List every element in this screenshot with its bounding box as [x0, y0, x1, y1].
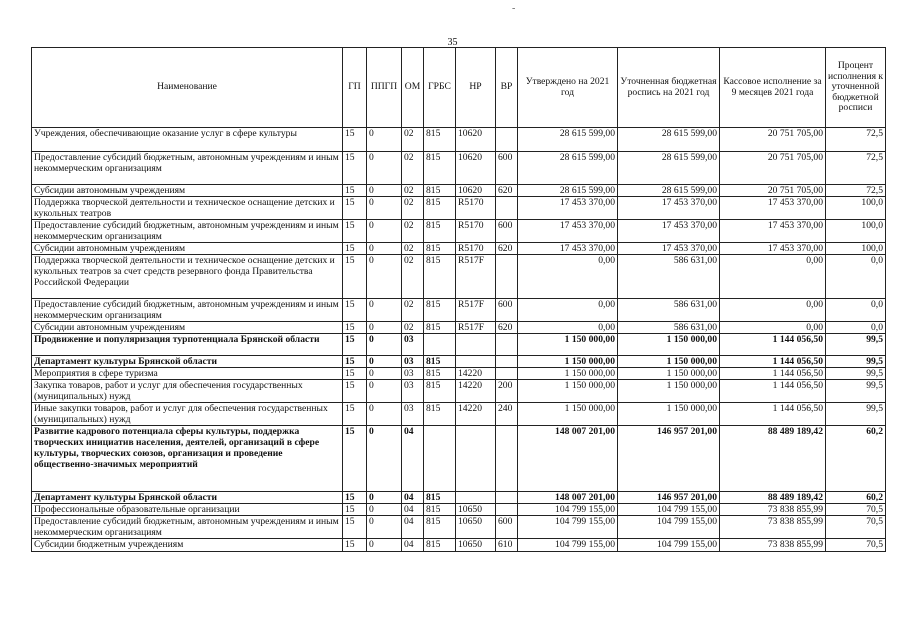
cell-approved: 1 150 000,00 — [518, 368, 618, 380]
cell-np: R5170 — [456, 197, 496, 220]
cell-gp: 15 — [343, 403, 367, 426]
table-row — [32, 356, 886, 368]
cell-percent: 0,0 — [826, 255, 886, 299]
cell-ppgp: 0 — [367, 243, 402, 255]
table-row — [32, 220, 886, 243]
cell-gp: 15 — [343, 197, 367, 220]
cell-percent: 60,2 — [826, 426, 886, 492]
cell-name: Субсидии бюджетным учреждениям — [32, 539, 343, 552]
page-number: 35 — [447, 37, 458, 48]
cell-name: Предоставление субсидий бюджетным, автономным учреждениям и иным некоммерческим организациям — [32, 152, 343, 185]
table-row — [32, 299, 886, 322]
cell-gp: 15 — [343, 128, 367, 152]
cell-name: Субсидии автономным учреждениям — [32, 185, 343, 197]
cell-cash: 88 489 189,42 — [720, 426, 826, 492]
cell-grbs: 815 — [424, 185, 456, 197]
cell-gp: 15 — [343, 322, 367, 334]
cell-percent: 72,5 — [826, 128, 886, 152]
cell-name: Иные закупки товаров, работ и услуг для обеспечения государственных (муниципальных) нужд — [32, 403, 343, 426]
cell-om: 02 — [402, 197, 424, 220]
cell-vr — [496, 368, 518, 380]
cell-cash: 0,00 — [720, 299, 826, 322]
cell-om: 04 — [402, 492, 424, 504]
table-row — [32, 243, 886, 255]
cell-grbs: 815 — [424, 504, 456, 516]
cell-percent: 100,0 — [826, 220, 886, 243]
header-om: ОМ — [402, 48, 424, 128]
cell-om: 02 — [402, 128, 424, 152]
cell-om: 03 — [402, 356, 424, 368]
cell-refined: 586 631,00 — [618, 322, 720, 334]
cell-percent: 72,5 — [826, 185, 886, 197]
table-row — [32, 334, 886, 356]
table-row — [32, 197, 886, 220]
cell-cash: 73 838 855,99 — [720, 516, 826, 539]
cell-np: R5170 — [456, 243, 496, 255]
cell-percent: 100,0 — [826, 197, 886, 220]
cell-gp: 15 — [343, 492, 367, 504]
cell-approved: 0,00 — [518, 255, 618, 299]
cell-grbs: 815 — [424, 197, 456, 220]
cell-percent: 99,5 — [826, 334, 886, 356]
cell-grbs: 815 — [424, 492, 456, 504]
cell-refined: 17 453 370,00 — [618, 197, 720, 220]
cell-om: 03 — [402, 368, 424, 380]
cell-approved: 1 150 000,00 — [518, 356, 618, 368]
header-refined: Уточненная бюджетная роспись на 2021 год — [618, 48, 720, 128]
cell-name: Департамент культуры Брянской области — [32, 356, 343, 368]
cell-om: 02 — [402, 299, 424, 322]
cell-approved: 104 799 155,00 — [518, 539, 618, 552]
cell-vr: 600 — [496, 152, 518, 185]
cell-ppgp: 0 — [367, 492, 402, 504]
cell-ppgp: 0 — [367, 426, 402, 492]
cell-grbs: 815 — [424, 516, 456, 539]
cell-om: 02 — [402, 322, 424, 334]
cell-om: 04 — [402, 426, 424, 492]
cell-cash: 73 838 855,99 — [720, 539, 826, 552]
cell-np: 10650 — [456, 516, 496, 539]
cell-np: 14220 — [456, 403, 496, 426]
cell-percent: 99,5 — [826, 356, 886, 368]
cell-ppgp: 0 — [367, 220, 402, 243]
table-row — [32, 492, 886, 504]
cell-cash: 88 489 189,42 — [720, 492, 826, 504]
cell-gp: 15 — [343, 380, 367, 403]
cell-om: 03 — [402, 334, 424, 356]
cell-np: R5170 — [456, 220, 496, 243]
cell-percent: 0,0 — [826, 299, 886, 322]
cell-ppgp: 0 — [367, 197, 402, 220]
cell-grbs: 815 — [424, 243, 456, 255]
cell-om: 03 — [402, 403, 424, 426]
cell-vr: 600 — [496, 299, 518, 322]
cell-ppgp: 0 — [367, 322, 402, 334]
corner-mark: - — [512, 3, 516, 14]
cell-approved: 1 150 000,00 — [518, 380, 618, 403]
header-np: НР — [456, 48, 496, 128]
cell-vr: 620 — [496, 185, 518, 197]
cell-gp: 15 — [343, 356, 367, 368]
cell-grbs: 815 — [424, 220, 456, 243]
cell-vr: 600 — [496, 516, 518, 539]
cell-vr: 240 — [496, 403, 518, 426]
cell-name: Поддержка творческой деятельности и техническое оснащение детских и кукольных театров за счет средств резервного фонда Правительства Российской Федерации — [32, 255, 343, 299]
cell-vr — [496, 255, 518, 299]
cell-cash: 1 144 056,50 — [720, 356, 826, 368]
cell-name: Мероприятия в сфере туризма — [32, 368, 343, 380]
cell-percent: 99,5 — [826, 380, 886, 403]
header-gp: ГП — [343, 48, 367, 128]
cell-om: 02 — [402, 185, 424, 197]
cell-percent: 100,0 — [826, 243, 886, 255]
table-row — [32, 322, 886, 334]
cell-refined: 1 150 000,00 — [618, 380, 720, 403]
cell-gp: 15 — [343, 255, 367, 299]
cell-grbs: 815 — [424, 380, 456, 403]
cell-gp: 15 — [343, 516, 367, 539]
cell-gp: 15 — [343, 539, 367, 552]
cell-grbs: 815 — [424, 322, 456, 334]
cell-grbs: 815 — [424, 152, 456, 185]
cell-ppgp: 0 — [367, 504, 402, 516]
cell-percent: 72,5 — [826, 152, 886, 185]
cell-grbs: 815 — [424, 539, 456, 552]
cell-np: R517F — [456, 299, 496, 322]
cell-approved: 104 799 155,00 — [518, 516, 618, 539]
cell-grbs: 815 — [424, 356, 456, 368]
cell-vr — [496, 504, 518, 516]
cell-np — [456, 492, 496, 504]
table-row — [32, 516, 886, 539]
header-name: Наименование — [32, 48, 343, 128]
cell-name: Предоставление субсидий бюджетным, автономным учреждениям и иным некоммерческим организациям — [32, 516, 343, 539]
table-row — [32, 368, 886, 380]
header-grbs: ГРБС — [424, 48, 456, 128]
cell-approved: 104 799 155,00 — [518, 504, 618, 516]
cell-np — [456, 426, 496, 492]
cell-percent: 70,5 — [826, 539, 886, 552]
cell-vr: 620 — [496, 322, 518, 334]
cell-ppgp: 0 — [367, 152, 402, 185]
cell-np — [456, 334, 496, 356]
cell-grbs — [424, 334, 456, 356]
cell-vr — [496, 356, 518, 368]
header-percent: Процент исполнения к уточненной бюджетной росписи — [826, 48, 886, 128]
cell-refined: 28 615 599,00 — [618, 128, 720, 152]
cell-np: 10650 — [456, 504, 496, 516]
cell-refined: 17 453 370,00 — [618, 243, 720, 255]
header-approved: Утверждено на 2021 год — [518, 48, 618, 128]
cell-refined: 1 150 000,00 — [618, 368, 720, 380]
cell-cash: 20 751 705,00 — [720, 128, 826, 152]
cell-grbs: 815 — [424, 403, 456, 426]
cell-vr — [496, 492, 518, 504]
cell-percent: 0,0 — [826, 322, 886, 334]
cell-grbs: 815 — [424, 128, 456, 152]
cell-ppgp: 0 — [367, 380, 402, 403]
cell-approved: 1 150 000,00 — [518, 403, 618, 426]
cell-vr — [496, 426, 518, 492]
cell-gp: 15 — [343, 426, 367, 492]
cell-grbs — [424, 426, 456, 492]
cell-ppgp: 0 — [367, 368, 402, 380]
cell-percent: 70,5 — [826, 516, 886, 539]
cell-percent: 60,2 — [826, 492, 886, 504]
cell-np: 10650 — [456, 539, 496, 552]
table-row — [32, 539, 886, 552]
cell-vr — [496, 128, 518, 152]
cell-gp: 15 — [343, 243, 367, 255]
cell-np: 10620 — [456, 128, 496, 152]
cell-refined: 1 150 000,00 — [618, 356, 720, 368]
cell-cash: 20 751 705,00 — [720, 185, 826, 197]
cell-ppgp: 0 — [367, 299, 402, 322]
cell-np: 10620 — [456, 152, 496, 185]
cell-gp: 15 — [343, 185, 367, 197]
cell-name: Развитие кадрового потенциала сферы культуры, поддержка творческих инициатив населения, деятелей, организаций в сфере культуры, творческих союзов, организация и проведение общественно-значимых мероприятий — [32, 426, 343, 492]
cell-gp: 15 — [343, 152, 367, 185]
cell-cash: 0,00 — [720, 255, 826, 299]
cell-percent: 99,5 — [826, 368, 886, 380]
cell-refined: 28 615 599,00 — [618, 185, 720, 197]
cell-ppgp: 0 — [367, 255, 402, 299]
budget-table — [31, 47, 886, 552]
cell-refined: 146 957 201,00 — [618, 492, 720, 504]
cell-approved: 148 007 201,00 — [518, 492, 618, 504]
cell-name: Поддержка творческой деятельности и техническое оснащение детских и кукольных театров — [32, 197, 343, 220]
cell-approved: 28 615 599,00 — [518, 152, 618, 185]
cell-ppgp: 0 — [367, 403, 402, 426]
cell-np — [456, 356, 496, 368]
cell-om: 02 — [402, 243, 424, 255]
cell-approved: 17 453 370,00 — [518, 197, 618, 220]
cell-refined: 104 799 155,00 — [618, 504, 720, 516]
cell-cash: 17 453 370,00 — [720, 197, 826, 220]
cell-name: Профессиональные образовательные организации — [32, 504, 343, 516]
cell-approved: 17 453 370,00 — [518, 220, 618, 243]
cell-vr — [496, 197, 518, 220]
cell-percent: 99,5 — [826, 403, 886, 426]
cell-ppgp: 0 — [367, 356, 402, 368]
cell-refined: 146 957 201,00 — [618, 426, 720, 492]
table-header-row — [32, 48, 886, 128]
cell-cash: 1 144 056,50 — [720, 368, 826, 380]
cell-refined: 104 799 155,00 — [618, 539, 720, 552]
cell-approved: 28 615 599,00 — [518, 185, 618, 197]
header-vr: ВР — [496, 48, 518, 128]
cell-np: 10620 — [456, 185, 496, 197]
cell-om: 02 — [402, 255, 424, 299]
cell-name: Предоставление субсидий бюджетным, автономным учреждениям и иным некоммерческим организациям — [32, 220, 343, 243]
cell-cash: 1 144 056,50 — [720, 403, 826, 426]
cell-np: R517F — [456, 255, 496, 299]
cell-cash: 17 453 370,00 — [720, 220, 826, 243]
cell-np: 14220 — [456, 380, 496, 403]
cell-om: 04 — [402, 516, 424, 539]
table-row — [32, 152, 886, 185]
cell-gp: 15 — [343, 368, 367, 380]
header-ppgp: ППГП — [367, 48, 402, 128]
cell-cash: 73 838 855,99 — [720, 504, 826, 516]
cell-np: 14220 — [456, 368, 496, 380]
cell-refined: 1 150 000,00 — [618, 403, 720, 426]
table-row — [32, 128, 886, 152]
cell-name: Учреждения, обеспечивающие оказание услуг в сфере культуры — [32, 128, 343, 152]
cell-refined: 28 615 599,00 — [618, 152, 720, 185]
cell-vr — [496, 334, 518, 356]
cell-refined: 1 150 000,00 — [618, 334, 720, 356]
cell-refined: 586 631,00 — [618, 299, 720, 322]
cell-cash: 17 453 370,00 — [720, 243, 826, 255]
table-row — [32, 426, 886, 492]
cell-om: 04 — [402, 504, 424, 516]
cell-cash: 1 144 056,50 — [720, 380, 826, 403]
cell-cash: 1 144 056,50 — [720, 334, 826, 356]
cell-refined: 586 631,00 — [618, 255, 720, 299]
cell-approved: 1 150 000,00 — [518, 334, 618, 356]
cell-gp: 15 — [343, 299, 367, 322]
cell-approved: 28 615 599,00 — [518, 128, 618, 152]
cell-cash: 0,00 — [720, 322, 826, 334]
cell-percent: 70,5 — [826, 504, 886, 516]
cell-name: Предоставление субсидий бюджетным, автономным учреждениям и иным некоммерческим организациям — [32, 299, 343, 322]
cell-gp: 15 — [343, 504, 367, 516]
cell-vr: 200 — [496, 380, 518, 403]
cell-om: 02 — [402, 152, 424, 185]
cell-grbs: 815 — [424, 368, 456, 380]
cell-grbs: 815 — [424, 255, 456, 299]
cell-name: Закупка товаров, работ и услуг для обеспечения государственных (муниципальных) нужд — [32, 380, 343, 403]
table-row — [32, 255, 886, 299]
cell-approved: 148 007 201,00 — [518, 426, 618, 492]
cell-vr: 610 — [496, 539, 518, 552]
table-row — [32, 403, 886, 426]
cell-ppgp: 0 — [367, 516, 402, 539]
cell-approved: 17 453 370,00 — [518, 243, 618, 255]
cell-approved: 0,00 — [518, 322, 618, 334]
cell-grbs: 815 — [424, 299, 456, 322]
cell-np: R517F — [456, 322, 496, 334]
cell-vr: 620 — [496, 243, 518, 255]
cell-name: Субсидии автономным учреждениям — [32, 322, 343, 334]
cell-gp: 15 — [343, 334, 367, 356]
cell-gp: 15 — [343, 220, 367, 243]
table-row — [32, 380, 886, 403]
cell-vr: 600 — [496, 220, 518, 243]
table-row — [32, 185, 886, 197]
cell-ppgp: 0 — [367, 539, 402, 552]
table-row — [32, 504, 886, 516]
cell-name: Продвижение и популяризация турпотенциала Брянской области — [32, 334, 343, 356]
header-cash: Кассовое исполнение за 9 месяцев 2021 года — [720, 48, 826, 128]
cell-approved: 0,00 — [518, 299, 618, 322]
cell-om: 02 — [402, 220, 424, 243]
cell-om: 04 — [402, 539, 424, 552]
cell-name: Субсидии автономным учреждениям — [32, 243, 343, 255]
cell-om: 03 — [402, 380, 424, 403]
cell-refined: 104 799 155,00 — [618, 516, 720, 539]
cell-ppgp: 0 — [367, 334, 402, 356]
cell-ppgp: 0 — [367, 185, 402, 197]
cell-ppgp: 0 — [367, 128, 402, 152]
cell-refined: 17 453 370,00 — [618, 220, 720, 243]
cell-cash: 20 751 705,00 — [720, 152, 826, 185]
cell-name: Департамент культуры Брянской области — [32, 492, 343, 504]
